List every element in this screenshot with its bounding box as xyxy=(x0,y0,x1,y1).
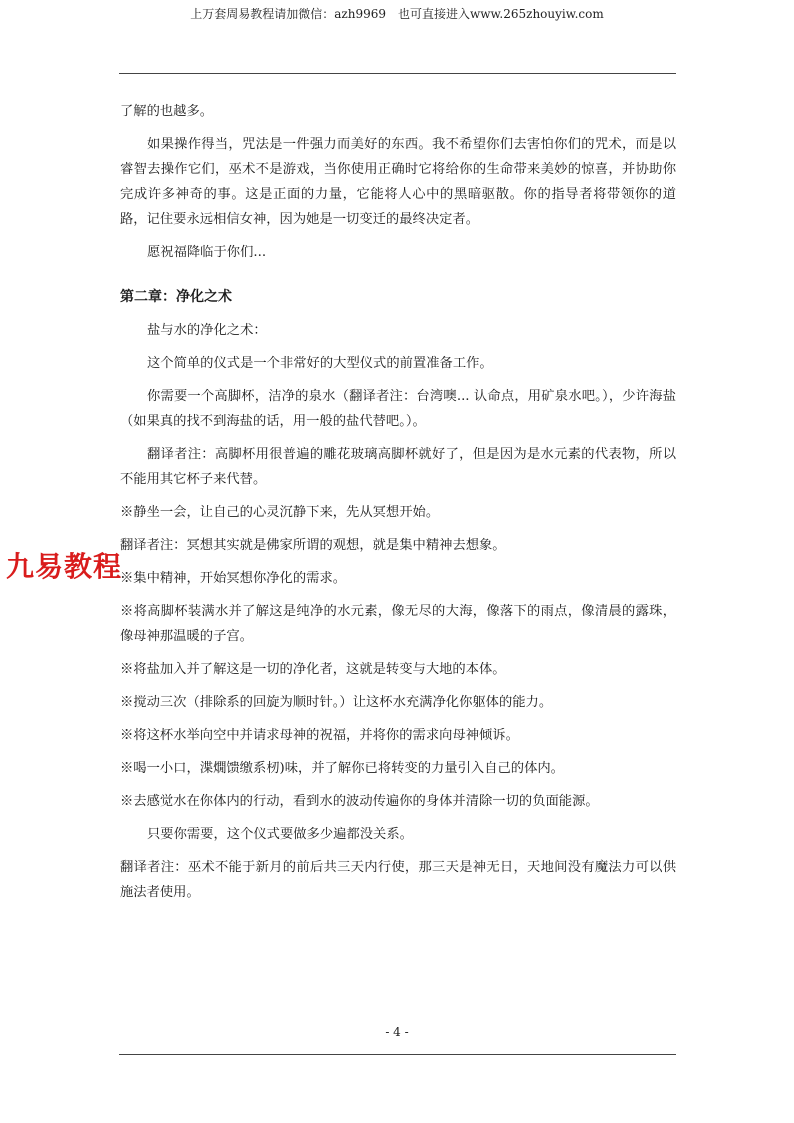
header-divider xyxy=(119,73,676,74)
footer-divider xyxy=(119,1054,676,1055)
page-body xyxy=(120,99,676,913)
paragraph: 盐与水的净化之术： xyxy=(147,323,267,338)
page-number: - 4 - xyxy=(385,1025,409,1039)
paragraph: 翻译者注：冥想其实就是佛家所谓的观想，就是集中精神去想象。 xyxy=(120,538,506,553)
paragraph: 翻译者注：巫术不能于新月的前后共三天内行使，那三天是神无日，天地间没有魔法力可以供施法者使用。 xyxy=(120,860,676,900)
list-item: ※搅动三次（排除系的回旋为顺时针。）让这杯水充满净化你躯体的能力。 xyxy=(120,695,553,710)
paragraph: 翻译者注：高脚杯用很普遍的雕花玻璃高脚杯就好了，但是因为是水元素的代表物，所以不能用其它杯子来代替。 xyxy=(120,447,676,487)
watermark-logo: 九易教程 xyxy=(6,550,123,583)
list-item: ※集中精神，开始冥想你净化的需求。 xyxy=(120,571,347,586)
list-item: ※喝一小口，渫燗馈缴系杒)味，并了解你已将转变的力量引入自己的体内。 xyxy=(120,761,564,776)
paragraph: 了解的也越多。 xyxy=(120,104,214,119)
paragraph: 愿祝福降临于你们... xyxy=(147,245,267,260)
paragraph: 你需要一个高脚杯，洁净的泉水（翻译者注：台湾噢... 认命点，用矿泉水吧。），少许海盐（如果真的找不到海盐的话，用一般的盐代替吧。）。 xyxy=(120,389,676,429)
list-item: ※将高脚杯装满水并了解这是纯净的水元素，像无尽的大海，像落下的雨点，像清晨的露珠，像母神那温暖的子宫。 xyxy=(120,604,676,644)
paragraph: 如果操作得当，咒法是一件强力而美好的东西。我不希望你们去害怕你们的咒术，而是以睿智去操作它们，巫术不是游戏，当你使用正确时它将给你的生命带来美妙的惊喜，并协助你完成许多神奇的事。这是正面的力量，它能将人心中的黑暗驱散。你的指导者将带领你的道路，记住要永远相信女神，因为她是一切变迁的最终决定者。 xyxy=(120,137,676,227)
paragraph: 只要你需要，这个仪式要做多少遍都没关系。 xyxy=(147,827,413,842)
list-item: ※去感觉水在你体内的行动，看到水的波动传遍你的身体并清除一切的负面能源。 xyxy=(120,794,599,809)
header-text: 上万套周易教程请加微信：azh9969 也可直接进入www.265zhouyiw.com xyxy=(190,7,604,21)
list-item: ※静坐一会，让自己的心灵沉静下来，先从冥想开始。 xyxy=(120,505,440,520)
list-item: ※将盐加入并了解这是一切的净化者，这就是转变与大地的本体。 xyxy=(120,662,506,677)
list-item: ※将这杯水举向空中并请求母神的祝福，并将你的需求向母神倾诉。 xyxy=(120,728,519,743)
chapter-title: 第二章：净化之术 xyxy=(120,289,232,305)
paragraph: 这个简单的仪式是一个非常好的大型仪式的前置准备工作。 xyxy=(147,356,493,371)
